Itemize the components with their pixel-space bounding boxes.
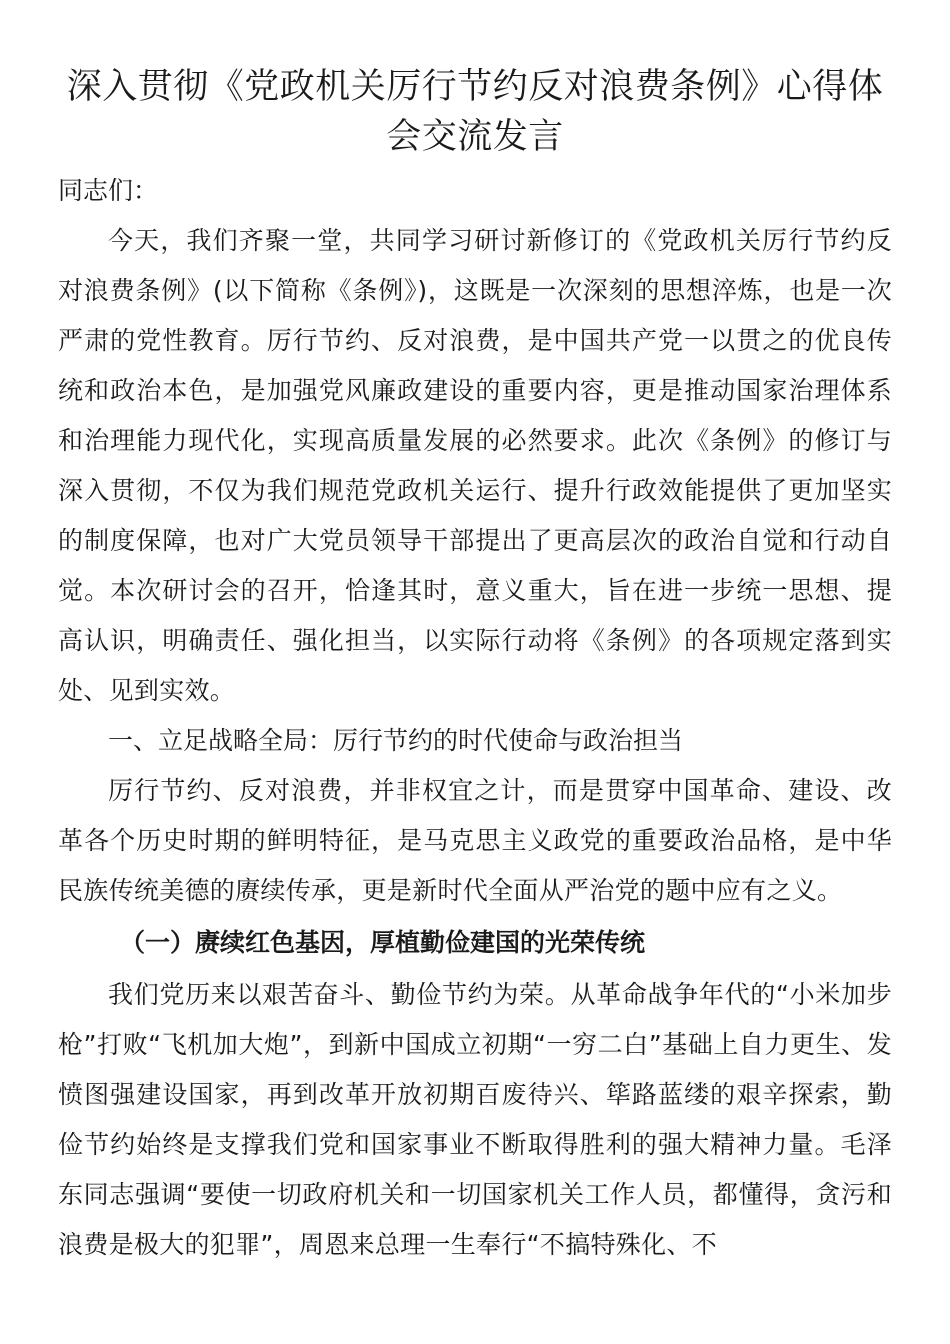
subsection-paragraph-1: 我们党历来以艰苦奋斗、勤俭节约为荣。从革命战争年代的“小米加步枪”打败“飞机加大炮”，到新中国成立初期“一穷二白”基础上自力更生、发愤图强建设国家，再到改革开放初期百废待兴、筚路蓝缕的艰辛探索，勤俭节约始终是支撑我们党和国家事业不断取得胜利的强大精神力量。毛泽东同志强调“要使一切政府机关和一切国家机关工作人员，都懂得，贪污和浪费是极大的犯罪”，周恩来总理一生奉行“不搞特殊化、不 bbox=[58, 980, 892, 1259]
subsection-heading-1: （一）赓续红色基因，厚植勤俭建国的光荣传统 bbox=[120, 928, 646, 957]
section-heading-1: 一、立足战略全局：厉行节约的时代使命与政治担当 bbox=[108, 726, 684, 755]
section-paragraph-1: 厉行节约、反对浪费，并非权宜之计，而是贯穿中国革命、建设、改革各个历史时期的鲜明特征，是马克思主义政党的重要政治品格，是中华民族传统美德的赓续传承，更是新时代全面从严治党的题中应有之义。 bbox=[58, 776, 892, 905]
salutation: 同志们： bbox=[58, 176, 159, 205]
intro-paragraph: 今天，我们齐聚一堂，共同学习研讨新修订的《党政机关厉行节约反对浪费条例》(以下简称《条例》)，这既是一次深刻的思想淬炼，也是一次严肃的党性教育。厉行节约、反对浪费，是中国共产党一以贯之的优良传统和政治本色，是加强党风廉政建设的重要内容，更是推动国家治理体系和治理能力现代化，实现高质量发展的必然要求。此次《条例》的修订与深入贯彻，不仅为我们规范党政机关运行、提升行政效能提供了更加坚实的制度保障，也对广大党员领导干部提出了更高层次的政治自觉和行动自觉。本次研讨会的召开，恰逢其时，意义重大，旨在进一步统一思想、提高认识，明确责任、强化担当，以实际行动将《条例》的各项规定落到实处、见到实效。 bbox=[58, 226, 892, 705]
page-title: 深入贯彻《党政机关厉行节约反对浪费条例》心得体会交流发言 bbox=[66, 67, 884, 157]
